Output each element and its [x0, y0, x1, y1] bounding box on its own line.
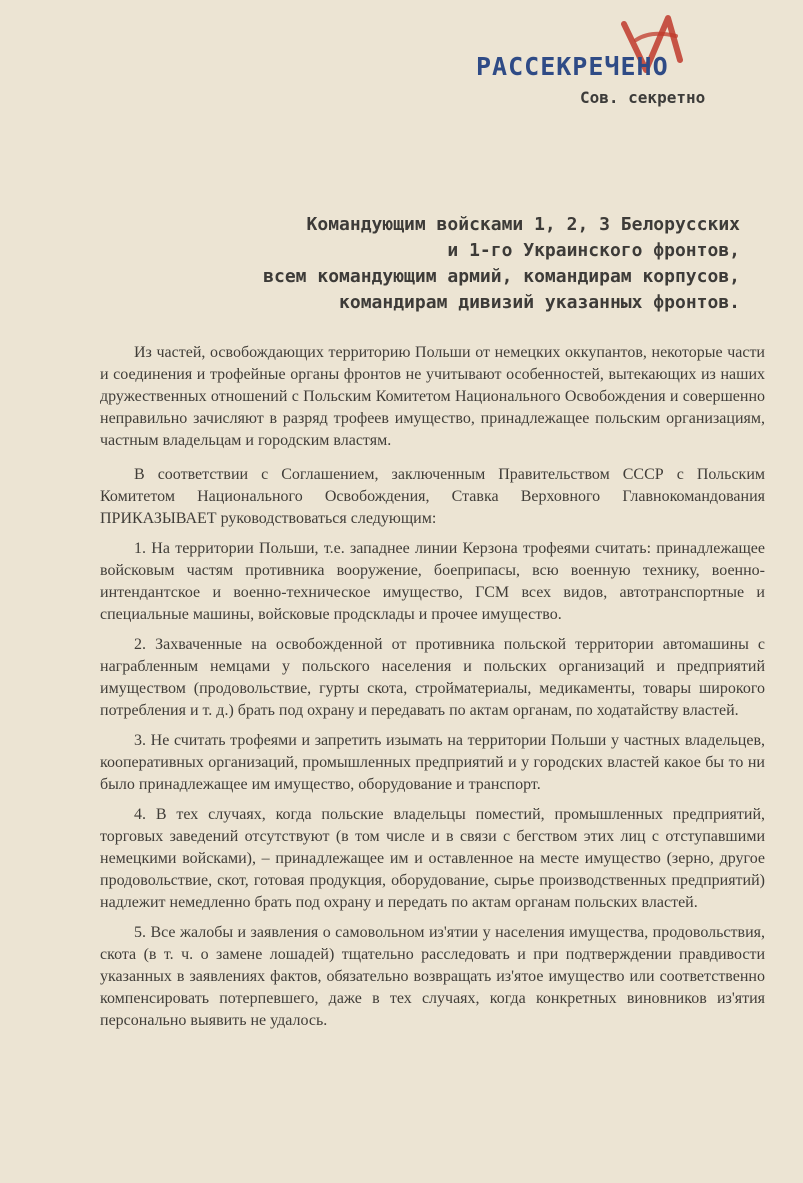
- paragraph-intro: Из частей, освобождающих территорию Польши от немецких оккупантов, некоторые части и соединения и трофейные органы фронтов не учитывают особенностей, вытекающих из наших дружественных отношений с Польским Комитетом Национального Освобождения и совершенно неправильно зачисляют в разряд трофеев имущество, принадлежащее польским организациям, частным владельцам и городским властям.: [100, 344, 765, 449]
- order-body: [100, 342, 765, 1040]
- addressee-line: всем командующим армий, командирам корпусов,: [263, 266, 740, 287]
- paragraph-item-2: 2. Захваченные на освобожденной от противника польской территории автомашины с награбленным немцами у польского населения и польских организаций и предприятий имуществом (продовольствие, гурты скота, стройматериалы, медикаменты, товары широкого потребления и т. д.) брать под охрану и передавать по актам органам, по ходатайству властей.: [100, 636, 765, 719]
- addressee-line: и 1-го Украинского фронтов,: [447, 240, 740, 261]
- paragraph-item-1: 1. На территории Польши, т.е. западнее линии Керзона трофеями считать: принадлежащее войсковым частям противника вооружение, боеприпасы, всю военную технику, военно-интендантское и военно-техническое имущество, ГСМ всех видов, автотранспортные и специальные машины, войсковые продсклады и прочее имущество.: [100, 540, 765, 623]
- paragraph-item-3: 3. Не считать трофеями и запретить изымать на территории Польши у частных владельцев, кооперативных организаций, промышленных предприятий и у городских властей какое бы то ни было принадлежащее им имущество, оборудование и транспорт.: [100, 732, 765, 793]
- classification-stamp: Сов. секретно: [580, 88, 706, 107]
- declassified-stamp: РАССЕКРЕЧЕНО: [476, 52, 669, 81]
- addressee-line: командирам дивизий указанных фронтов.: [339, 292, 740, 313]
- addressee-block: [140, 212, 740, 316]
- addressee-line: Командующим войсками 1, 2, 3 Белорусских: [306, 214, 740, 235]
- paragraph-agreement: В соответствии с Соглашением, заключенным Правительством СССР с Польским Комитетом Национального Освобождения, Ставка Верховного Главнокомандования ПРИКАЗЫВАЕТ руководствоваться следующим:: [100, 466, 765, 527]
- paragraph-item-5: 5. Все жалобы и заявления о самовольном из'ятии у населения имущества, продовольствия, скота (в т. ч. о замене лошадей) тщательно расследовать и при подтверждении правдивости указанных в заявлениях фактов, обязательно возвращать из'ятое имущество или соответственно компенсировать потерпевшего, даже в тех случаях, когда конкретных виновников из'ятия персонально выявить не удалось.: [100, 924, 765, 1029]
- paragraph-item-4: 4. В тех случаях, когда польские владельцы поместий, промышленных предприятий, торговых заведений отсутствуют (в том числе и в связи с бегством этих лиц с отступавшими немецкими войсками), – принадлежащее им и оставленное на месте имущество (зерно, другое продовольствие, скот, готовая продукция, оборудование, сырье производственных предприятий) надлежит немедленно брать под охрану и передать по актам органам польских властей.: [100, 806, 765, 911]
